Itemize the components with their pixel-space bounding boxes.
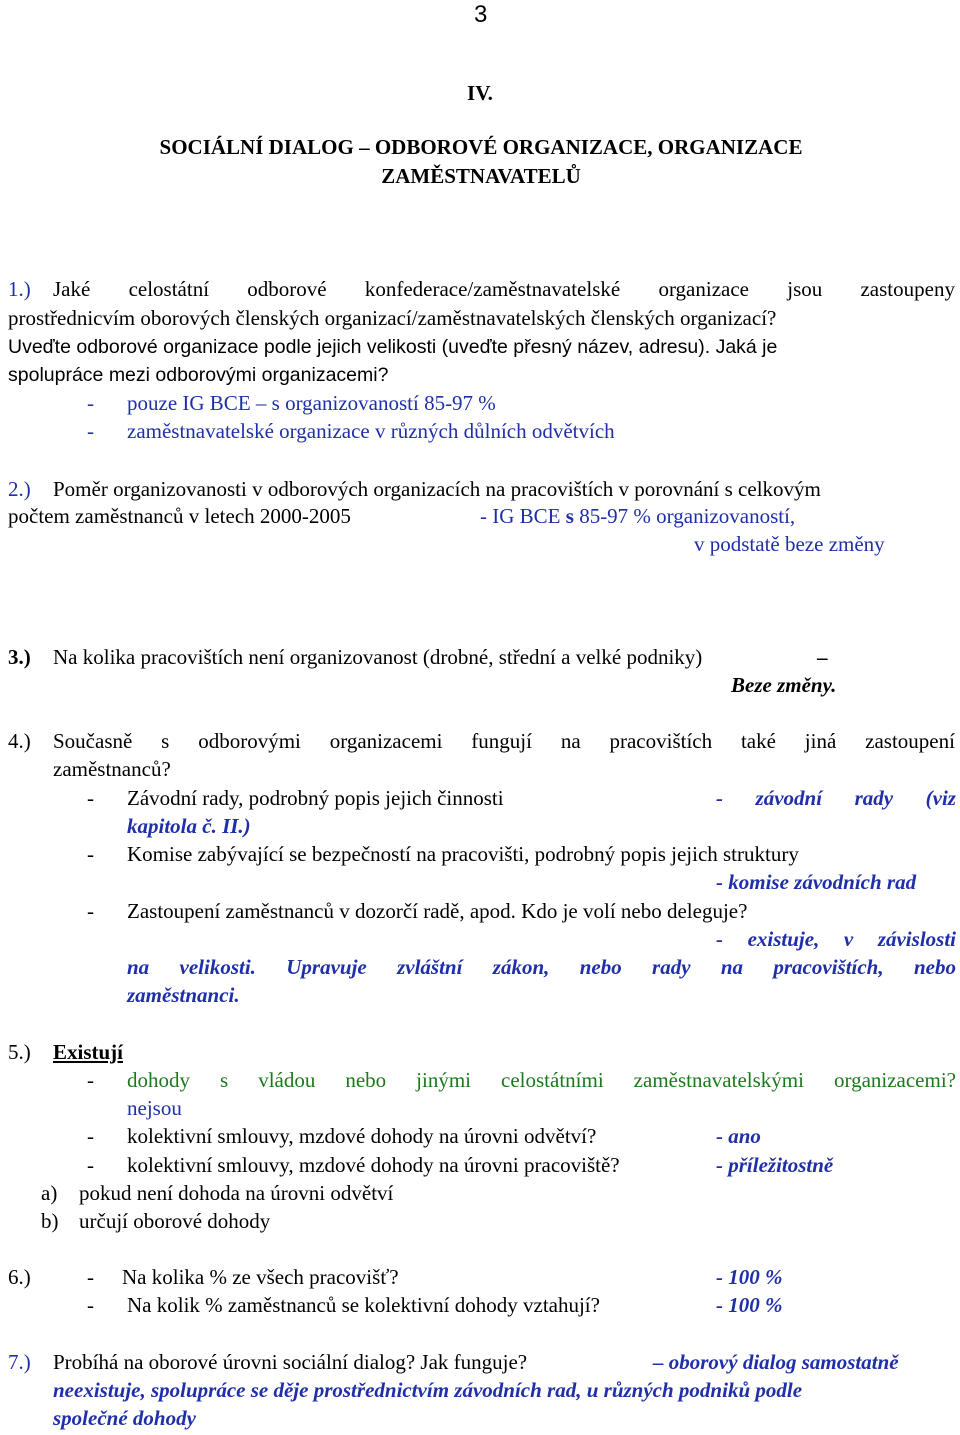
q5-sub-a-label: a) [41,1181,58,1205]
q4-item1-answer2: kapitola č. II.) [127,814,251,838]
q6-item1-dash: - [87,1265,94,1289]
q2-answer-line2: v podstatě beze změny [694,532,885,556]
title-line-2: ZAMĚSTNAVATELŮ [381,164,581,188]
q1-answer-1: pouze IG BCE – s organizovaností 85-97 % [127,391,496,415]
q1-line3: Uveďte odborové organizace podle jejich velikosti (uveďte přesný název, adresu). Jaká je [8,336,778,358]
q5-item3-answer: - příležitostně [716,1153,834,1177]
q5-item1-dash: - [87,1068,94,1092]
q7-answer1: – oborový dialog samostatně [653,1350,899,1374]
q4-line2: zaměstnanců? [53,757,171,781]
q2-line1: Poměr organizovanosti v odborových organizacích na pracovištích v porovnání s celkovým [53,477,821,501]
q5-sub-b: určují oborové dohody [79,1209,271,1233]
q5-sub-a: pokud není dohoda na úrovni odvětví [79,1181,394,1205]
q1-answer-dash-1: - [87,391,94,415]
q6-item1-answer: - 100 % [716,1265,783,1289]
q5-number: 5.) [8,1040,31,1064]
q6-item2-dash: - [87,1293,94,1317]
q7-line1: Probíhá na oborové úrovni sociální dialog? Jak funguje? [53,1350,528,1374]
q1-answer-dash-2: - [87,419,94,443]
q2-answer: - IG BCE s 85-97 % organizovaností, [480,504,796,528]
q7-answer2: neexistuje, spolupráce se děje prostřednictvím závodních rad, u různých podniků podle [53,1378,803,1402]
q4-number: 4.) [8,729,31,753]
q6-item1: Na kolika % ze všech pracovišť? [122,1265,399,1289]
q3-line1: Na kolika pracovištích není organizovanost (drobné, střední a velké podniky) [53,645,703,669]
q5-item3: kolektivní smlouvy, mzdové dohody na úrovni pracoviště? [127,1153,620,1177]
q4-item3-answer3: zaměstnanci. [127,983,240,1007]
q4-item3-answer1: - existuje, v závislosti [716,927,956,951]
q4-line1: Současně s odborovými organizacemi fungují na pracovištích také jiná zastoupení [53,729,955,753]
q4-item2-dash: - [87,842,94,866]
q4-item2: Komise zabývající se bezpečností na pracovišti, podrobný popis jejich struktury [127,842,799,866]
q6-item2-answer: - 100 % [716,1293,783,1317]
q6-number: 6.) [8,1265,31,1289]
q5-item2-answer: - ano [716,1124,761,1148]
q3-dash: – [817,645,828,669]
q2-number: 2.) [8,477,31,501]
q4-item1-dash: - [87,786,94,810]
q2-line2: počtem zaměstnanců v letech 2000-2005 [8,504,351,528]
q3-number: 3.) [8,645,31,669]
q3-answer: Beze změny. [731,673,837,697]
q7-answer3: společné dohody [53,1406,196,1430]
q4-item2-answer: - komise závodních rad [716,870,917,894]
q5-heading: Existují [53,1040,124,1064]
q7-number: 7.) [8,1350,31,1374]
q4-item3-answer2: na velikosti. Upravuje zvláštní zákon, nebo rady na pracovištích, nebo [127,955,956,979]
q5-item2-dash: - [87,1124,94,1148]
q1-answer-2: zaměstnavatelské organizace v různých důlních odvětvích [127,419,615,443]
q5-item3-dash: - [87,1153,94,1177]
q5-sub-b-label: b) [41,1209,59,1233]
q5-item1: dohody s vládou nebo jinými celostátními zaměstnavatelskými organizacemi? [127,1068,956,1092]
q1-line1: Jaké celostátní odborové konfederace/zaměstnavatelské organizace jsou zastoupeny [53,277,955,301]
q1-line4: spolupráce mezi odborovými organizacemi? [8,364,389,386]
q5-item2: kolektivní smlouvy, mzdové dohody na úrovni odvětví? [127,1124,597,1148]
q5-item1-answer: nejsou [127,1096,182,1120]
q6-item2: Na kolik % zaměstnanců se kolektivní dohody vztahují? [127,1293,600,1317]
q4-item3: Zastoupení zaměstnanců v dozorčí radě, apod. Kdo je volí nebo deleguje? [127,899,748,923]
chapter-number: IV. [467,81,493,105]
q1-line2: prostřednicvím oborových členských organizací/zaměstnavatelských členských organizací? [8,306,777,330]
q4-item3-dash: - [87,899,94,923]
q1-number: 1.) [8,277,31,301]
title-line-1: SOCIÁLNÍ DIALOG – ODBOROVÉ ORGANIZACE, ORGANIZACE [159,135,803,159]
q4-item1-answer: - závodní rady (viz [716,786,956,810]
q4-item1: Závodní rady, podrobný popis jejich činnosti [127,786,504,810]
